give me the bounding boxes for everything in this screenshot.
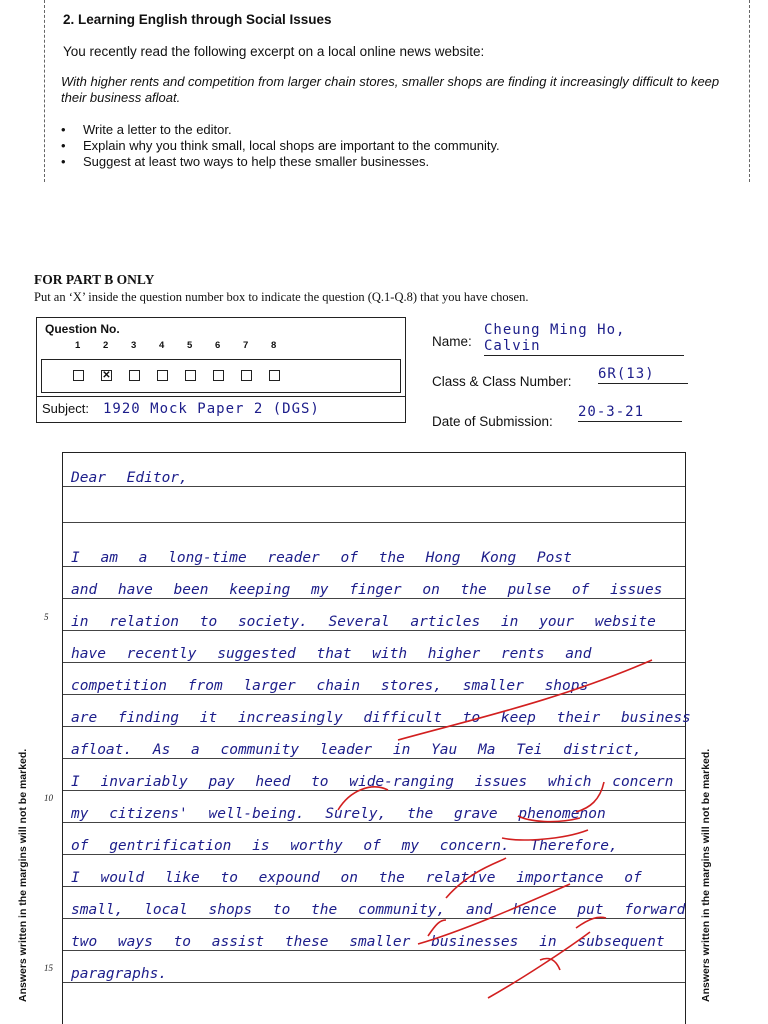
line-number: 15 [44, 963, 53, 973]
answer-line [63, 665, 685, 695]
question-checkbox-1[interactable] [73, 370, 84, 381]
task-item: • Suggest at least two ways to help these smaller businesses. [59, 154, 500, 170]
name-value[interactable]: Cheung Ming Ho, Calvin [484, 322, 684, 356]
margin-note-right: Answers written in the margins will not be marked. [700, 748, 712, 1002]
date-value[interactable]: 20-3-21 [578, 404, 682, 422]
answer-line [63, 569, 685, 599]
answer-text: Dear Editor, [71, 470, 188, 486]
excerpt-text: With higher rents and competition from larger chain stores, smaller shops are finding it increasingly difficult to keep their business afloat. [61, 74, 720, 105]
question-checkbox-row [41, 359, 401, 393]
date-field [432, 404, 645, 429]
line-number: 10 [44, 793, 53, 803]
subject-value[interactable]: 1920 Mock Paper 2 (DGS) [103, 401, 320, 417]
answer-text: in relation to society. Several articles in your website [71, 614, 656, 630]
name-label: Name: [432, 334, 472, 349]
question-checkbox-6[interactable] [213, 370, 224, 381]
answer-line [63, 825, 685, 855]
answer-text: competition from larger chain stores, smaller shops [71, 678, 589, 694]
class-label: Class & Class Number: [432, 374, 572, 389]
answer-line [63, 921, 685, 951]
task-item: • Explain why you think small, local shops are important to the community. [59, 138, 500, 154]
answer-line [63, 537, 685, 567]
part-b-instruction: Put an ‘X’ inside the question number box to indicate the question (Q.1-Q.8) that you have chosen. [34, 290, 529, 304]
answer-text: two ways to assist these smaller businesses in subsequent [71, 934, 665, 950]
answer-line [63, 889, 685, 919]
question-number: 2 [103, 340, 109, 351]
question-number: 6 [215, 340, 221, 351]
answer-text: of gentrification is worthy of my concern. Therefore, [71, 838, 618, 854]
answer-area [62, 452, 691, 1024]
question-checkbox-8[interactable] [269, 370, 280, 381]
question-number: 8 [271, 340, 277, 351]
question-number: 1 [75, 340, 81, 351]
part-b-title: FOR PART B ONLY [34, 272, 155, 287]
question-checkbox-7[interactable] [241, 370, 252, 381]
answer-text: my citizens' well-being. Surely, the grave phenomenon [71, 806, 606, 822]
answer-text: I invariably pay heed to wide-ranging issues which concern [71, 774, 674, 790]
margin-note-left: Answers written in the margins will not be marked. [17, 748, 29, 1002]
answer-line [63, 857, 685, 887]
answer-line [63, 457, 685, 487]
question-number: 3 [131, 340, 137, 351]
answer-text: afloat. As a community leader in Yau Ma Tei district, [71, 742, 642, 758]
line-number: 5 [44, 612, 49, 622]
question-heading: 2. Learning English through Social Issues [63, 12, 332, 27]
answer-line [63, 793, 685, 823]
answer-line [63, 761, 685, 791]
task-item: • Write a letter to the editor. [59, 122, 500, 138]
question-checkbox-4[interactable] [157, 370, 168, 381]
answer-text: and have been keeping my finger on the pulse of issues [71, 582, 663, 598]
subject-row [37, 396, 405, 423]
question-number: 7 [243, 340, 249, 351]
question-section [44, 0, 750, 182]
answer-line [63, 697, 691, 727]
question-number: 5 [187, 340, 193, 351]
task-list [59, 122, 500, 170]
class-field [432, 366, 655, 389]
answer-line [63, 953, 685, 983]
question-checkbox-5[interactable] [185, 370, 196, 381]
date-label: Date of Submission: [432, 414, 553, 429]
answer-text: are finding it increasingly difficult to keep their business [71, 710, 691, 726]
class-value[interactable]: 6R(13) [598, 366, 688, 384]
question-number-label: Question No. [45, 322, 120, 336]
question-checkbox-3[interactable] [129, 370, 140, 381]
answer-line [63, 729, 685, 759]
answer-line [63, 633, 685, 663]
answer-text: small, local shops to the community, and hence put forward [71, 902, 686, 918]
question-number: 4 [159, 340, 165, 351]
name-field [432, 322, 626, 354]
excerpt-intro: You recently read the following excerpt on a local online news website: [63, 44, 485, 59]
question-checkbox-2[interactable]: ✕ [102, 370, 111, 381]
subject-label: Subject: [42, 401, 89, 416]
question-number-box [36, 317, 406, 423]
answer-text: I am a long-time reader of the Hong Kong Post [71, 550, 572, 566]
answer-line [63, 493, 685, 523]
answer-line [63, 601, 685, 631]
answer-text: paragraphs. [71, 966, 168, 982]
answer-text: have recently suggested that with higher rents and [71, 646, 592, 662]
answer-text: I would like to expound on the relative importance of [71, 870, 642, 886]
